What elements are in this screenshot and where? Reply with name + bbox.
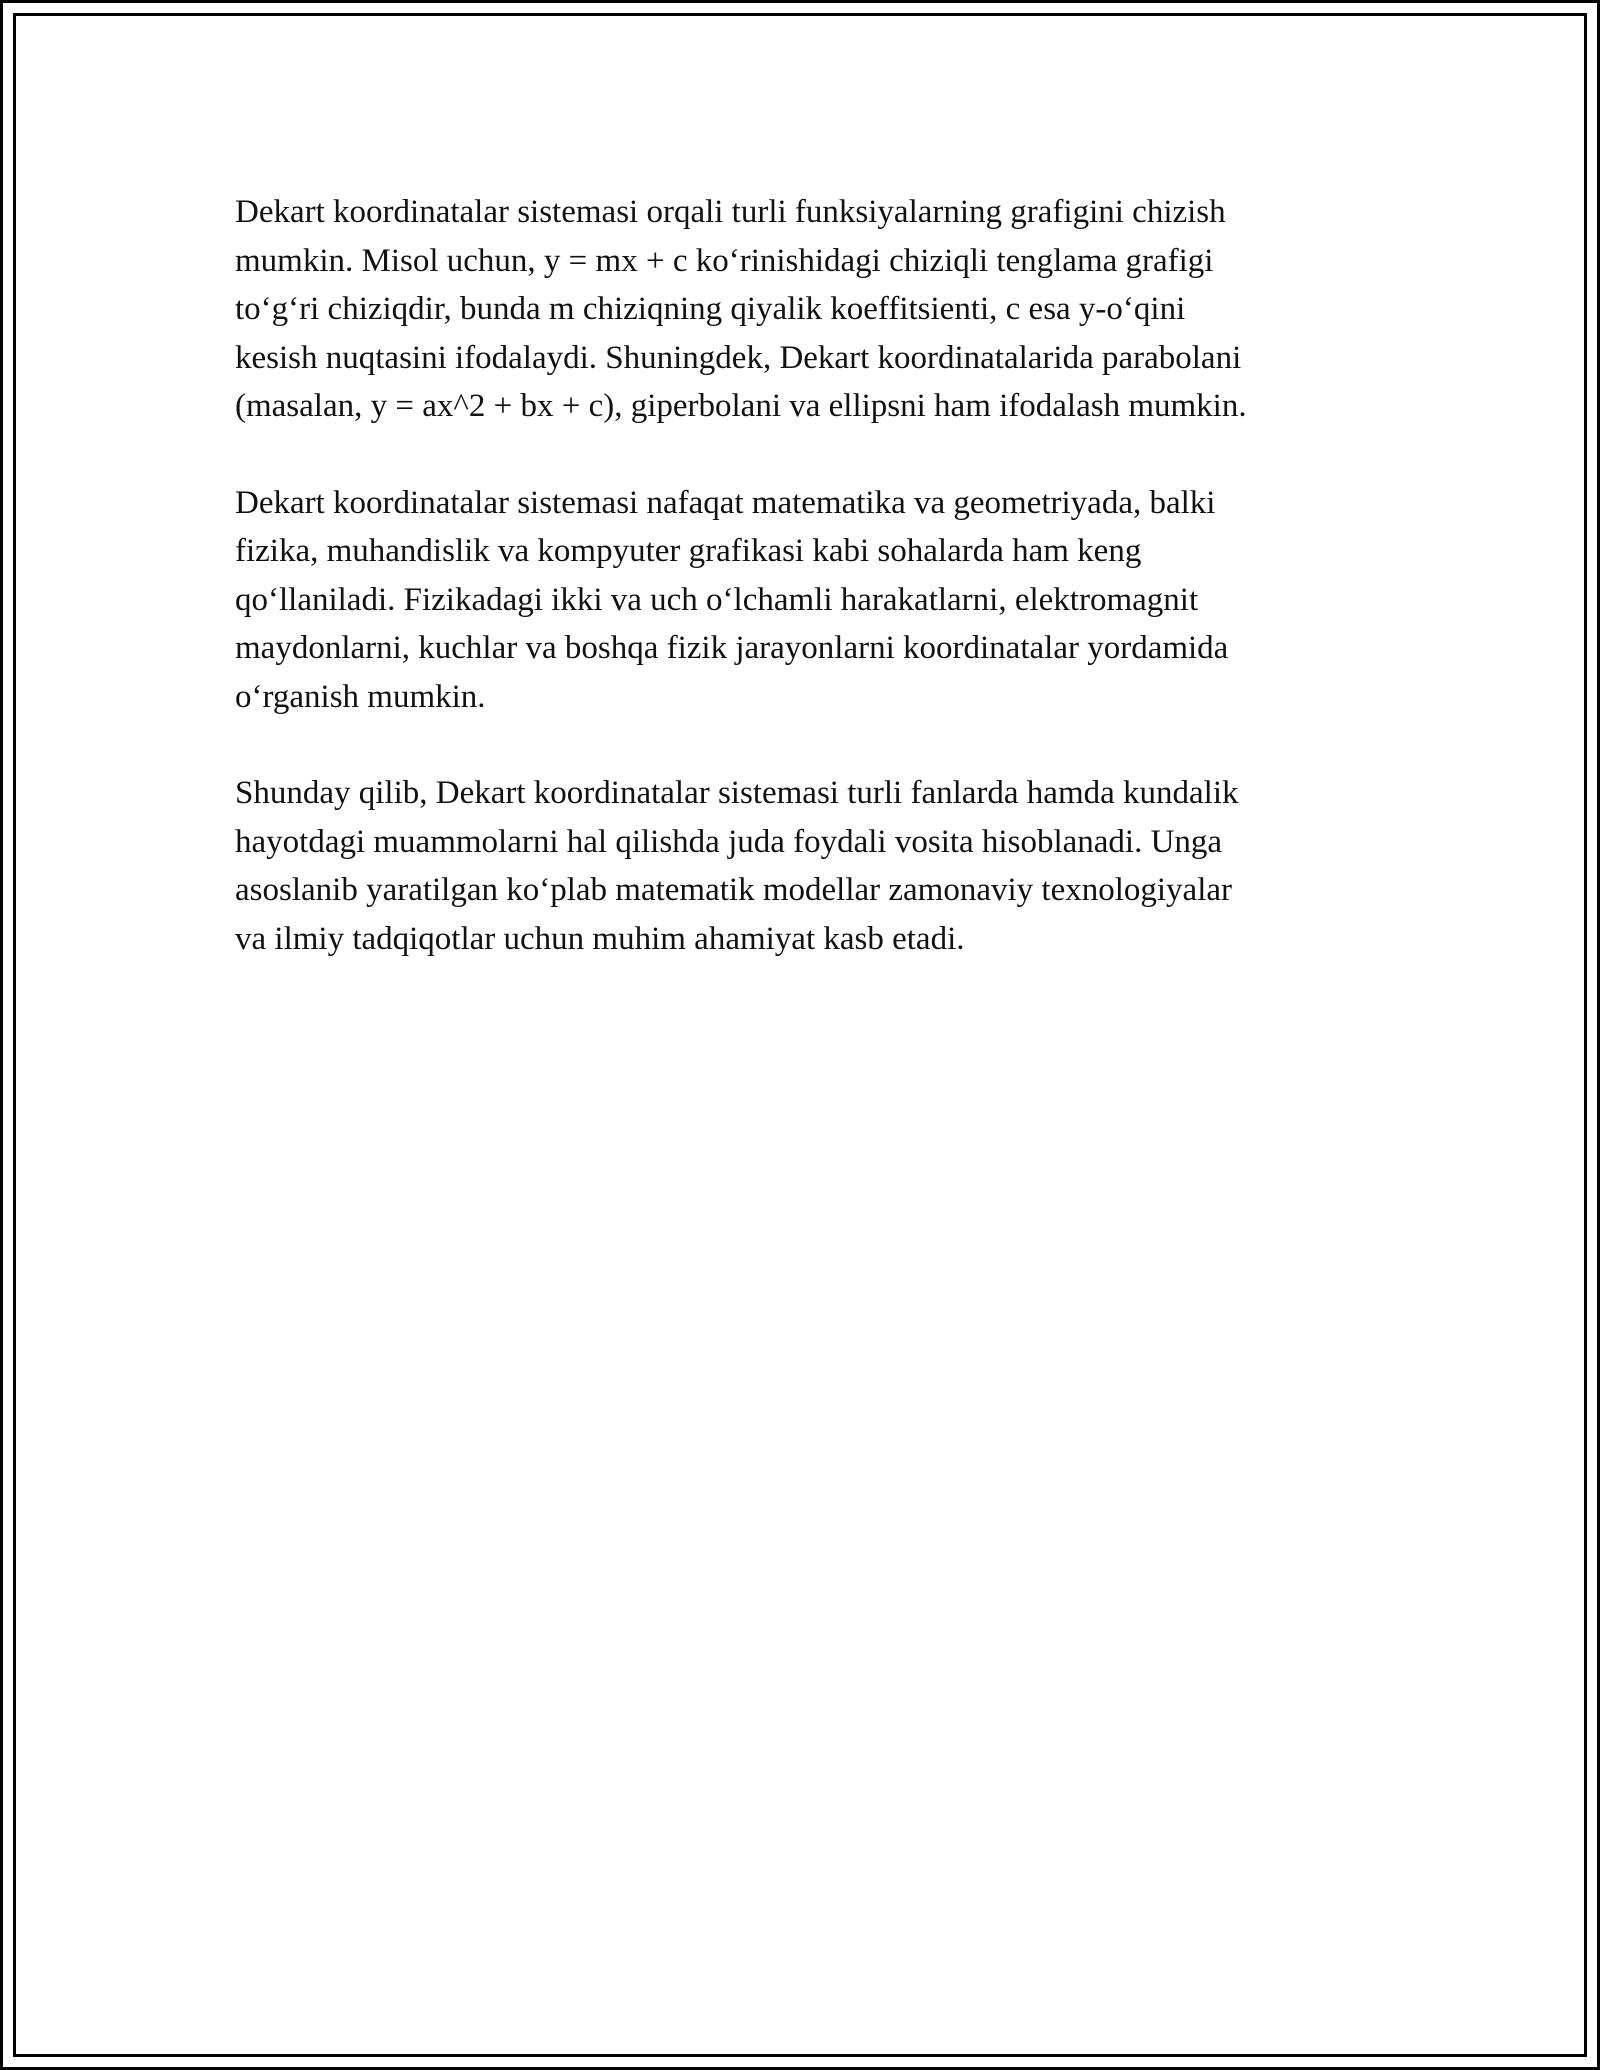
- document-body: [235, 188, 1375, 1011]
- paragraph-conclusion: Shunday qilib, Dekart koordinatalar sistemasi turli fanlarda hamda kundalik hayotdagi muammolarni hal qilishda juda foydali vosita hisoblanadi. Unga asoslanib yaratilgan ko‘plab matematik modellar zamonaviy texnologiyalar va ilmiy tadqiqotlar uchun muhim ahamiyat kasb etadi.: [235, 775, 1239, 957]
- paragraph-graphs: Dekart koordinatalar sistemasi orqali turli funksiyalarning grafigini chizish mumkin. Misol uchun, y = mx + c ko‘rinishidagi chiziqli tenglama grafigi to‘g‘ri chiziqdir, bunda m chiziqning qiyalik koeffitsienti, c esa y-o‘qini kesish nuqtasini ifodalaydi. Shuningdek, Dekart koordinatalarida parabolani (masalan, y = ax^2 + bx + c), giperbolani va ellipsni ham ifodalash mumkin.: [235, 194, 1247, 424]
- paragraph-applications: Dekart koordinatalar sistemasi nafaqat matematika va geometriyada, balki fizika, muhandislik va kompyuter grafikasi kabi sohalarda ham keng qo‘llaniladi. Fizikadagi ikki va uch o‘lchamli harakatlarni, elektromagnit maydonlarni, kuchlar va boshqa fizik jarayonlarni koordinatalar yordamida o‘rganish mumkin.: [235, 484, 1229, 715]
